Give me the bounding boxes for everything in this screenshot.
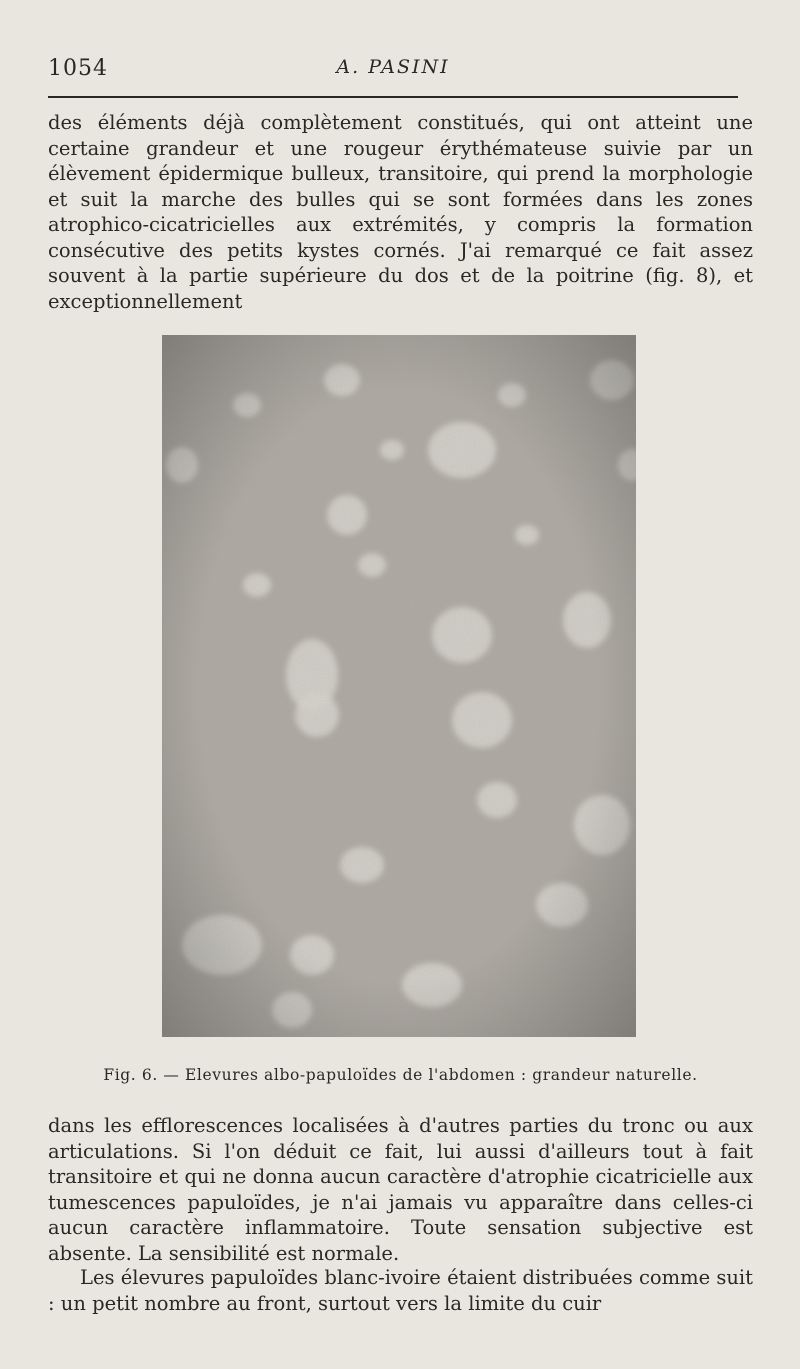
paragraph-text: des éléments déjà complètement constitués, qui ont atteint une certaine grandeur et une rougeur érythémateuse suivie par un élèvement épidermique bulleux, transitoire, qui prend la morphologie et suit la marche des bulles qui se sont formées dans les zones atrophico-cicatricielles aux extrémités, y compris la formation consécutive des petits kystes cornés. J'ai remarqué ce fait assez souvent à la partie supérieure du dos et de la poitrine (fig. 8), et exceptionnellement [48,111,753,313]
paragraph-text: Les élevures papuloïdes blanc-ivoire étaient distribuées comme suit : un petit nombre au front, surtout vers la limite du cuir [48,1266,753,1315]
figure-caption: Fig. 6. — Elevures albo-papuloïdes de l'abdomen : grandeur naturelle. [103,1066,698,1084]
paragraph-text: dans les efflorescences localisées à d'autres parties du tronc ou aux articulations. Si l'on déduit ce fait, lui aussi d'ailleurs tout à fait transitoire et qui ne donna aucun caractère d'atrophie cicatricielle aux tumescences papuloïdes, je n'ai jamais vu apparaître dans celles-ci aucun caractère inflammatoire. Toute sensation subjective est absente. La sensibilité est normale. [48,1114,753,1265]
body-paragraph [48,1113,753,1266]
page-number: 1054 [48,56,108,81]
page-header [48,56,738,86]
skin-photo-illustration [162,335,636,1037]
running-head: A. PASINI [336,56,450,78]
figure-photograph [162,335,636,1037]
header-rule [48,96,738,98]
body-paragraph [48,1265,753,1316]
body-paragraph [48,110,753,314]
